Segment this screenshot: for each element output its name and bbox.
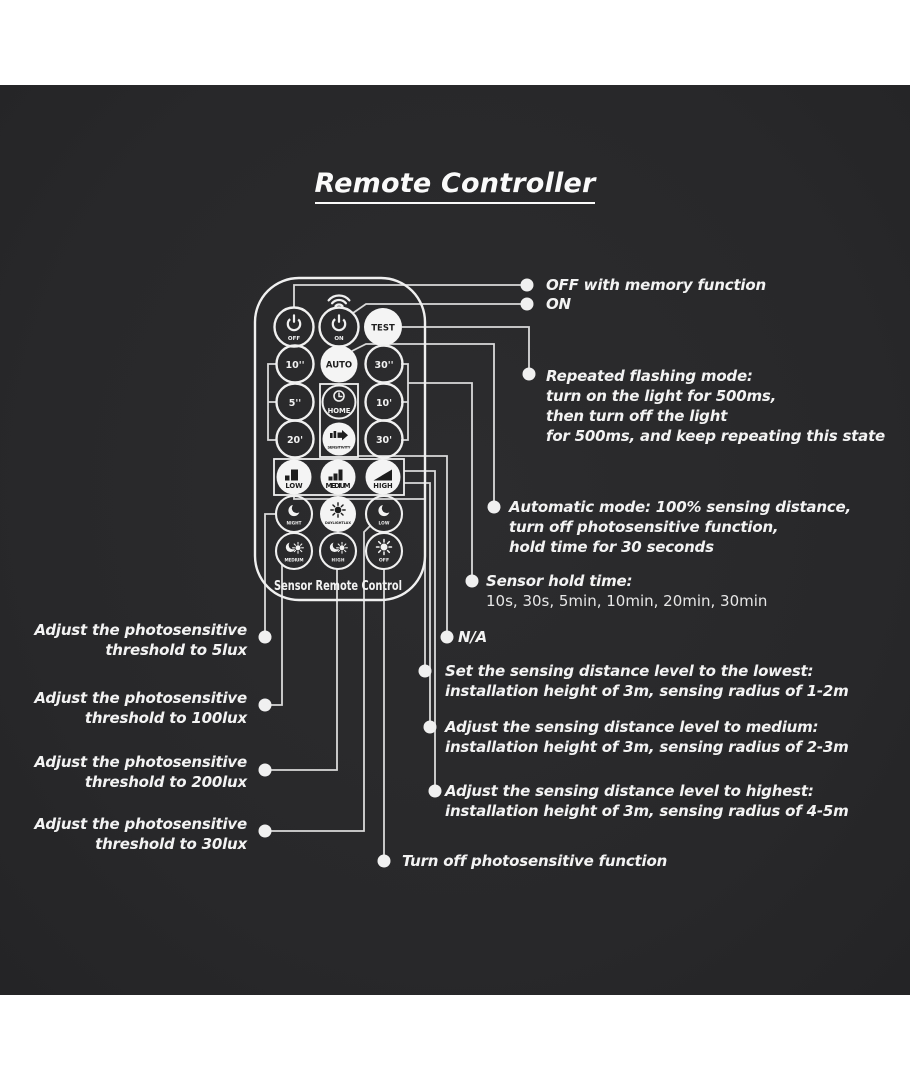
page-title-text: Remote Controller [315,168,596,204]
button-home-label: HOME [327,407,351,415]
button-auto-label: AUTO [325,360,353,371]
bullet-100lux [259,699,272,712]
bullet-30lux [259,825,272,838]
callout-on: ON [546,295,571,313]
button-lux-medium [276,533,312,569]
power-icon [288,315,300,330]
button-lux-low-label: LOW [378,520,390,526]
remote-label: Sensor Remote Control [274,579,402,594]
bullet-5lux [259,631,272,644]
bullet-photo-off [378,855,391,868]
button-on-label: ON [334,336,344,342]
button-10min-label: 10' [375,398,393,409]
callout-distance-medium: Adjust the sensing distance level to medium: installation height of 3m, sensing radius of 2-3m [445,718,849,756]
button-5s-label: 5'' [288,398,302,409]
callout-distance-high: Adjust the sensing distance level to highest: installation height of 3m, sensing radius of 4-5m [445,782,849,820]
sun-icon [377,540,392,555]
moon-icon [378,503,391,516]
bullet-dist-low [419,665,432,678]
wifi-icon [329,295,350,306]
button-lux-medium-label: MEDIUM [284,557,304,563]
button-dist-high-label: HIGH [373,482,393,490]
button-20min [277,421,314,458]
button-dist-medium [321,460,356,495]
callout-100lux: Adjust the photosensitive threshold to 100lux [34,689,247,727]
button-lux-high-label: HIGH [331,557,345,563]
callout-photo-off: Turn off photosensitive function [402,852,668,870]
bullet-off [521,279,534,292]
button-10s-label: 10'' [285,360,305,371]
callout-30lux: Adjust the photosensitive threshold to 30lux [34,815,247,853]
bullet-hold-time [466,575,479,588]
button-auto [321,346,358,383]
button-dist-low [277,460,312,495]
button-30s-label: 30'' [374,360,394,371]
sun-icon [337,542,348,553]
button-30min [366,421,403,458]
button-test [364,308,402,346]
button-dist-high [366,460,401,495]
clock-icon [334,391,344,401]
sun-icon [331,503,345,517]
line-night-5lux [265,514,277,631]
bullet-dist-medium [424,721,437,734]
moon-icon [288,503,301,516]
bullet-200lux [259,764,272,777]
bullet-flashing [523,368,536,381]
button-5s [277,384,314,421]
callout-off-memory: OFF with memory function [546,276,766,294]
button-lux-off [366,533,402,569]
button-off-label: OFF [287,336,301,342]
button-lux-off-label: OFF [378,558,390,564]
bullet-dist-high [429,785,442,798]
button-lux-low [366,496,402,532]
button-sensitivity [323,423,356,456]
button-20min-label: 20' [286,435,304,446]
button-sensitivity-label: SENSITIVITY [327,445,351,450]
button-lux-high [320,533,356,569]
line-low-30lux [271,526,370,831]
button-10s [277,346,314,383]
button-daylightlux-label: DAYLIGHTLUX [325,521,351,525]
sun-icon [293,542,304,553]
button-on [320,308,359,347]
bullet-auto [488,501,501,514]
callout-5lux: Adjust the photosensitive threshold to 5lux [34,621,247,659]
button-dist-low-label: LOW [285,482,303,490]
button-30min-label: 30' [375,435,393,446]
button-daylightlux [320,496,356,532]
bullet-na [441,631,454,644]
bullet-on [521,298,534,311]
line-hold-time [408,383,472,575]
callout-flashing-mode: Repeated flashing mode: turn on the light for 500ms, then turn off the light for 500ms, and keep repeating this state [546,367,886,445]
callout-na: N/A [458,628,488,646]
button-night [276,496,312,532]
button-10min [366,384,403,421]
button-off [275,308,314,347]
button-home [323,386,356,419]
line-test [402,327,529,368]
button-30s [366,346,403,383]
callout-distance-low: Set the sensing distance level to the lowest: installation height of 3m, sensing radius of 1-2m [445,662,849,700]
button-night-label: NIGHT [286,520,302,526]
callout-hold-time: Sensor hold time: 10s, 30s, 5min, 10min, 20min, 30min [486,572,768,610]
connector-lines [265,285,529,855]
button-dist-medium-label: MEDIUM [325,482,351,490]
power-icon [333,315,345,330]
callout-200lux: Adjust the photosensitive threshold to 200lux [34,753,247,791]
button-test-label: TEST [371,323,395,334]
callout-auto-mode: Automatic mode: 100% sensing distance, turn off photosensitive function, hold time for 30 seconds [509,498,851,556]
